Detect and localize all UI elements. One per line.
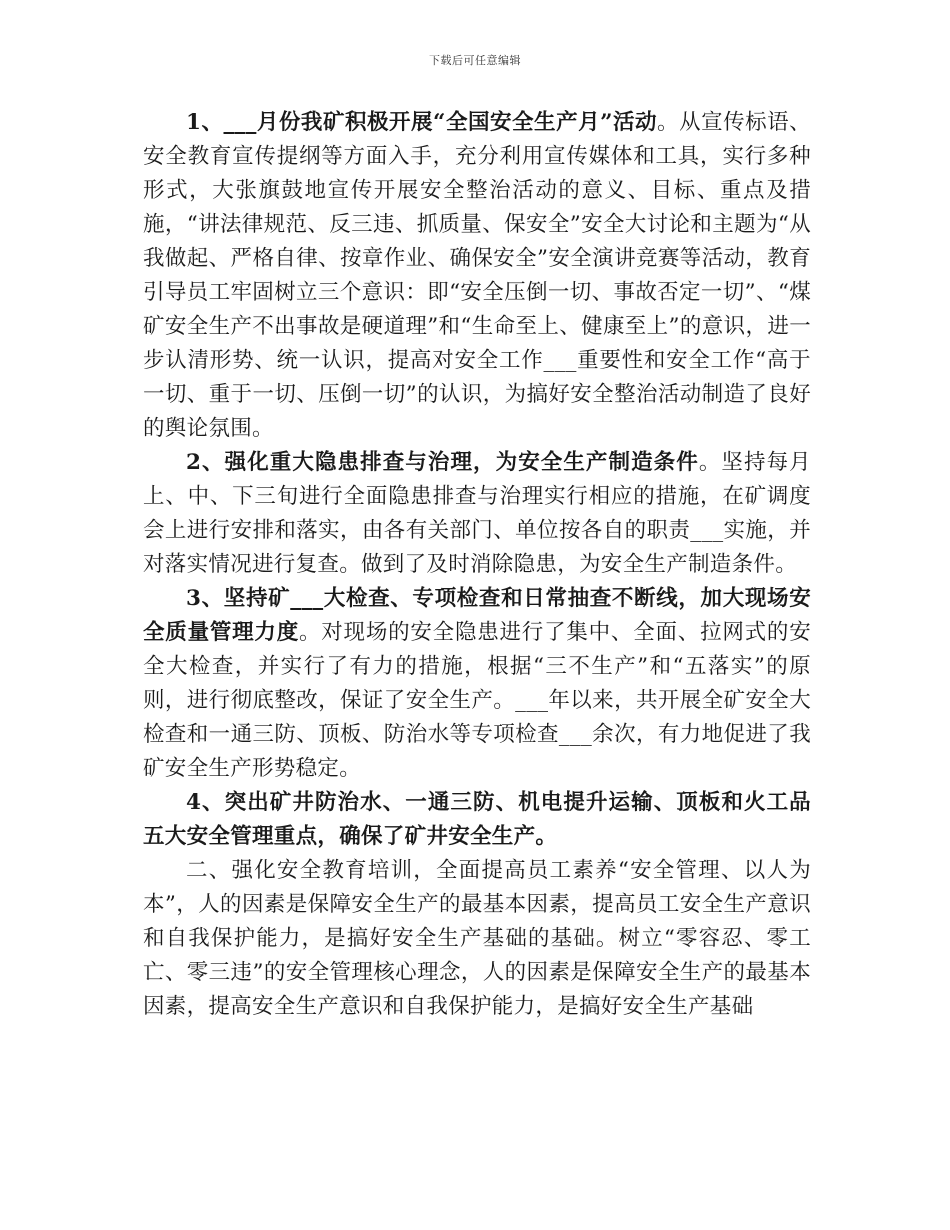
paragraph-5-text: 二、强化安全教育培训，全面提高员工素养“安全管理、以人为本”，人的因素是保障安全生产的最基本因素，提高员工安全生产意识和自我保护能力，是搞好安全生产基础的基础。树立“零容忍、零工亡、零三违”的安全管理核心理念，人的因素是保障安全生产的最基本因素，提高安全生产意识和自我保护能力，是搞好安全生产基础 [143, 858, 811, 1019]
paragraph-3 [143, 582, 811, 786]
paragraph-3-heading: 3、坚持矿___大检查、专项检查和日常抽查不断线，加大现场安全质量管理力度 [143, 586, 811, 645]
page-header-note: 下载后可任意编辑 [429, 54, 521, 67]
paragraph-1 [143, 106, 811, 446]
paragraph-2 [143, 446, 811, 582]
paragraph-3-text: 。对现场的安全隐患进行了集中、全面、拉网式的安全大检查，并实行了有力的措施，根据“三不生产”和“五落实”的原则，进行彻底整改，保证了安全生产。___年以来，共开展全矿安全大检查和一通三防、顶板、防治水等专项检查___余次，有力地促进了我矿安全生产形势稳定。 [143, 620, 811, 781]
paragraph-2-text: 。坚持每月上、中、下三旬进行全面隐患排查与治理实行相应的措施，在矿调度会上进行安排和落实，由各有关部门、单位按各自的职责___实施，并对落实情况进行复查。做到了及时消除隐患，为安全生产制造条件。 [143, 450, 811, 577]
paragraph-5 [143, 854, 811, 1024]
paragraph-4-heading: 4、突出矿井防治水、一通三防、机电提升运输、顶板和火工品五大安全管理重点，确保了矿井安全生产。 [143, 790, 811, 849]
document-body [143, 106, 811, 1024]
paragraph-4 [143, 786, 811, 854]
paragraph-1-text: 。从宣传标语、安全教育宣传提纲等方面入手，充分利用宣传媒体和工具，实行多种形式，大张旗鼓地宣传开展安全整治活动的意义、目标、重点及措施，“讲法律规范、反三违、抓质量、保安全”安全大讨论和主题为“从我做起、严格自律、按章作业、确保安全”安全演讲竞赛等活动，教育引导员工牢固树立三个意识：即“安全压倒一切、事故否定一切”、“煤矿安全生产不出事故是硬道理”和“生命至上、健康至上”的意识，进一步认清形势、统一认识，提高对安全工作___重要性和安全工作“高于一切、重于一切、压倒一切”的认识，为搞好安全整治活动制造了良好的舆论氛围。 [143, 110, 811, 441]
paragraph-1-heading: 1、___月份我矿积极开展“全国安全生产月”活动 [186, 110, 658, 135]
paragraph-2-heading: 2、强化重大隐患排查与治理，为安全生产制造条件 [186, 450, 699, 475]
